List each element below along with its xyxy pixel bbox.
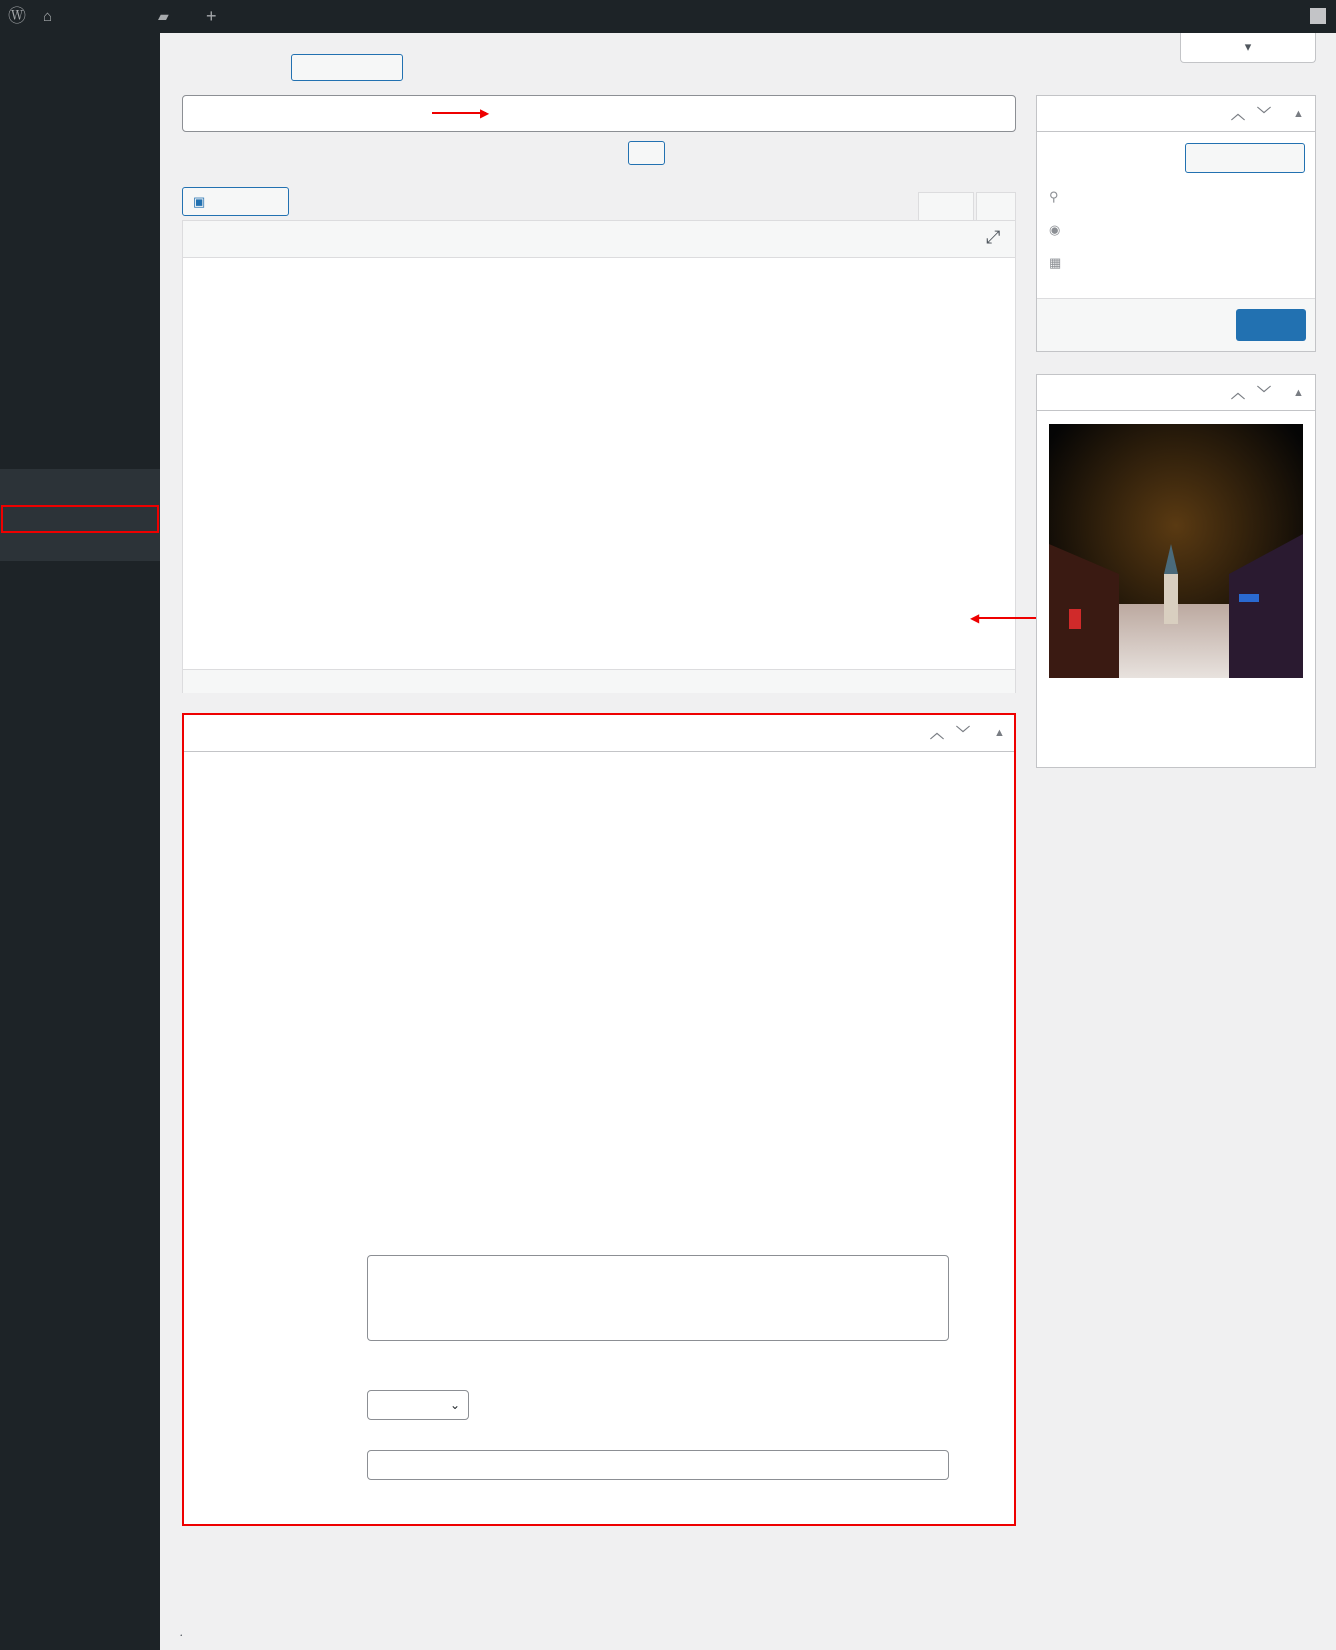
chevron-up-icon[interactable]: ︿	[1231, 106, 1245, 122]
chevron-up-icon[interactable]: ︿	[930, 725, 944, 741]
quicktags-toolbar	[183, 221, 1015, 258]
tab-visual[interactable]	[918, 192, 974, 220]
toggle-panel-icon[interactable]: ▲	[1293, 387, 1304, 399]
event-information-header[interactable]	[184, 715, 1014, 752]
featured-annotation-arrow-line	[974, 617, 1038, 619]
fullscreen-icon[interactable]: ⤢	[986, 227, 1001, 247]
visibility-row	[1049, 222, 1069, 238]
add-new-event-button[interactable]	[291, 54, 403, 81]
arrow-left-icon: ◀	[970, 611, 980, 625]
event-information-box	[182, 713, 1016, 1526]
pin-icon: ⚲	[1049, 189, 1059, 204]
editor-status-bar	[183, 669, 1015, 693]
chevron-down-icon[interactable]: ﹀	[1257, 385, 1271, 401]
publish-header[interactable]	[1037, 96, 1315, 132]
chevron-down-icon[interactable]: ﹀	[1257, 106, 1271, 122]
toggle-panel-icon[interactable]: ▲	[994, 727, 1005, 739]
admin-bar	[0, 0, 1336, 33]
events-submenu	[0, 469, 160, 561]
caret-down-icon: ▾	[1244, 39, 1252, 54]
add-media-button[interactable]	[182, 187, 289, 216]
location-map-textarea[interactable]	[367, 1255, 949, 1341]
submenu-add-new-event[interactable]	[1, 505, 159, 533]
status-row	[1049, 189, 1069, 205]
add-media-icon: ▣	[193, 194, 206, 209]
wordpress-logo-icon[interactable]: Ⓦ	[8, 6, 26, 26]
publish-box	[1036, 95, 1316, 352]
published-row	[1049, 255, 1069, 271]
plus-icon[interactable]: +	[206, 6, 217, 26]
featured-image-box	[1036, 374, 1316, 768]
post-title-input[interactable]	[182, 95, 1016, 132]
submenu-all-events[interactable]	[0, 477, 160, 505]
title-annotation-arrow	[432, 112, 486, 114]
admin-sidebar	[0, 33, 160, 1650]
comment-bubble-icon[interactable]: ▰	[158, 8, 169, 24]
event-status-select[interactable]	[367, 1390, 469, 1420]
screen-options-button[interactable]	[1180, 33, 1316, 63]
featured-image-thumbnail[interactable]	[1049, 424, 1303, 678]
select-chevron-icon: ⌄	[449, 1398, 460, 1412]
featured-image-header[interactable]	[1037, 375, 1315, 411]
event-costs-input[interactable]	[367, 1450, 949, 1480]
avatar[interactable]	[1310, 8, 1326, 24]
permalink-edit-button[interactable]	[628, 141, 665, 165]
toggle-panel-icon[interactable]: ▲	[1293, 108, 1304, 120]
arrow-right-icon: ▶	[480, 106, 490, 120]
home-icon: ⌂	[43, 8, 53, 25]
tab-text[interactable]	[976, 192, 1016, 221]
editor-container	[182, 220, 1016, 693]
calendar-icon: ▦	[1049, 255, 1062, 270]
preview-changes-button[interactable]	[1185, 143, 1305, 173]
footer-thanks: .	[180, 1624, 184, 1639]
update-button[interactable]	[1236, 309, 1306, 341]
chevron-down-icon[interactable]: ﹀	[956, 725, 970, 741]
chevron-up-icon[interactable]: ︿	[1231, 385, 1245, 401]
publish-actions	[1037, 298, 1315, 351]
eye-icon: ◉	[1049, 222, 1061, 237]
christmas-street-image	[1049, 424, 1303, 678]
